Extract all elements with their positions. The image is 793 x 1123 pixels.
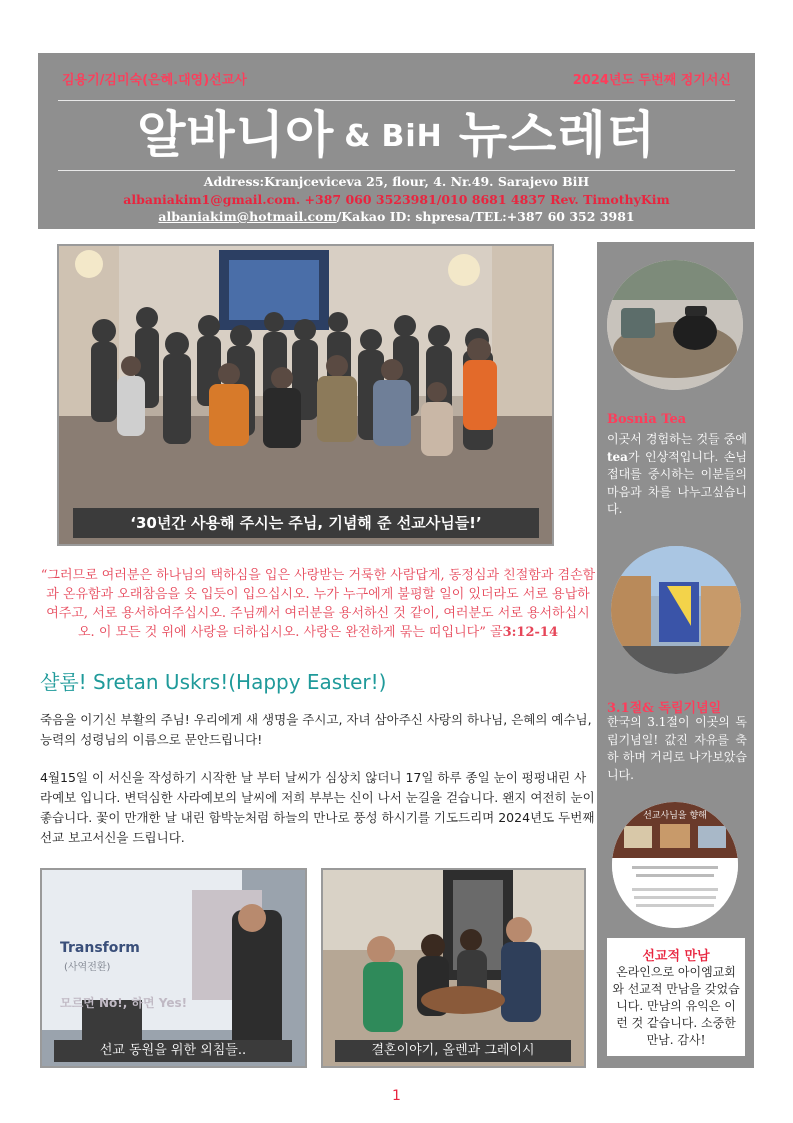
verse-text: “그러므로 여러분은 하나님의 택하심을 입은 사랑받는 거룩한 사람답게, 동정심과 친절함과 겸손함과 온유함과 오래참음을 옷 입듯이 입으십시오. 누가 누구에게 불평할 일이 있더라도 서로 용납하여주고, 서로 용서하여주십시오. 주님께서 여러분을 용서하신 것 같이, 여러분도 서로 용서하십시오. 이 모든 것 위에 사랑을 더하십시오. 사랑은 완전하게 묶는 띠입니다” 골 (40, 568, 596, 640)
easter-heading: 샬롬! Sretan Uskrs!(Happy Easter!) (40, 670, 387, 694)
independence-day-text: 한국의 3.1절이 이곳의 독립기념일! 값진 자유를 축하 하며 거리로 나가보았습니다. (607, 715, 747, 782)
header-top-row (62, 69, 731, 89)
meeting-box (607, 938, 745, 1056)
sidebar (597, 242, 754, 1068)
group-photo (57, 244, 554, 546)
tea-title: Bosnia Tea (607, 412, 687, 427)
greeting-paragraph: 죽음을 이기신 부활의 주님! 우리에게 새 생명을 주시고, 자녀 삼아주신 사랑의 하나님, 은혜의 예수님, 능력의 성령님의 이름으로 문안드립니다! (40, 712, 592, 747)
meeting-poster-title: 선교사님을 향해 (643, 811, 707, 821)
tea-photo (607, 260, 743, 390)
title-ampersand: & (344, 119, 372, 154)
email-link[interactable]: albaniakim@hotmail.com (158, 209, 337, 224)
newsletter-header (38, 53, 755, 229)
meeting-text: 온라인으로 아이엠교회와 선교적 만남을 갖었습니다. 만남의 유익은 이런 것 같습니다. 소중한 만남. 감사! (612, 965, 740, 1047)
slide-title: Transform (60, 940, 140, 956)
title-newsletter: 뉴스레터 (458, 106, 656, 164)
conference-photo (40, 868, 307, 1068)
group-photo-caption: ‘30년간 사용해 주시는 주님, 기념해 준 선교사님들!’ (73, 508, 539, 538)
weather-paragraph: 4월15일 이 서신을 작성하기 시작한 날 부터 날씨가 심상치 않더니 17일 하루 종일 눈이 펑펑내린 사라예보 입니다. 변덕심한 사라예보의 날씨에 저희 부부는 신이 나서 눈길을 걷습니다. 왠지 여전히 눈이 좋습니다. 꽃이 만개한 날 내린 함박눈처럼 하늘의 만나로 풍성 하시기를 기도드리며 2024년도 두번째 선교 보고서신을 드립니다. (40, 770, 595, 845)
group-photo-image (59, 246, 552, 544)
address-line: Address:Kranjceviceva 25, flour, 4. Nr.49. Sarajevo BiH (203, 174, 590, 189)
independence-day-photo (611, 546, 741, 674)
header-divider-top (58, 100, 735, 101)
contact-line-2 (38, 208, 755, 226)
wedding-story-photo-image (323, 870, 584, 1066)
page-number: 1 (392, 1088, 401, 1104)
newsletter-title (38, 102, 755, 168)
tea-photo-image (607, 260, 743, 390)
verse-reference: 3:12-14 (502, 625, 558, 640)
tea-text (607, 431, 747, 519)
title-albania: 알바니아 (137, 106, 335, 164)
header-divider-bottom (58, 170, 735, 171)
issue-label: 2024년도 두번째 정기서신 (572, 73, 731, 88)
contact-block (38, 173, 755, 226)
conference-photo-caption: 선교 동원을 위한 외침들.. (54, 1040, 292, 1062)
contact-line: albaniakim1@gmail.com. +387 060 3523981/010 8681 4837 Rev. TimothyKim (123, 191, 670, 207)
meeting-title: 선교적 만남 (642, 949, 710, 964)
tea-text-a: 이곳서 경험하는 것들 중에 (607, 432, 747, 446)
tea-text-bold: tea (607, 449, 628, 464)
tea-text-b: 가 인상적입니다. 손님 접대를 중시하는 이분들의 마음과 차를 나누고싶습니다. (607, 449, 747, 516)
independence-day-photo-image (611, 546, 741, 674)
meeting-poster (612, 802, 738, 928)
title-bih: BiH (381, 119, 443, 154)
slide-text: 모르면 No!, 하면 Yes! (60, 996, 188, 1010)
independence-day-title: 3.1절& 독립기념일 (607, 701, 722, 716)
bible-verse (40, 566, 596, 642)
wedding-story-photo (321, 868, 586, 1068)
missionaries-names: 김용기/김미숙(은혜.대영)선교사 (62, 73, 247, 88)
wedding-story-caption: 결혼이야기, 올렌과 그레이시 (335, 1040, 571, 1062)
slide-subtitle: (사역전환) (64, 962, 111, 973)
kakao-tel: /Kakao ID: shpresa/TEL:+387 60 352 3981 (336, 209, 635, 224)
